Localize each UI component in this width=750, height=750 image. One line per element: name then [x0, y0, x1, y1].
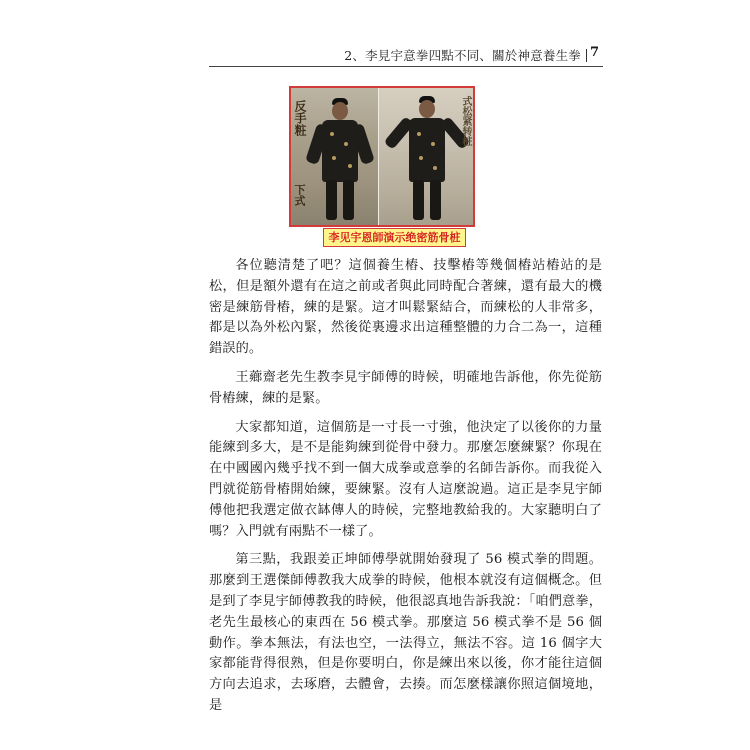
- paragraph: 第三點，我跟姜正坤師傅學就開始發現了 56 模式拳的問題。那麼到王選傑師傅教我大成拳的時候，他根本就沒有這個概念。但是到了李見宇師傅教我的時候，他很認真地告訴我說：「咱們意拳，老先生最核心的東西在 56 模式拳。那麼這 56 模式拳不是 56 個動作。拳本無法，有法也空，一法得立，無法不容。這 16 個字大家都能背得很熟，但是你要明白，你是練出來以後，你才能往這個方向去追求，去琢磨，去體會，去揍。而怎麼樣讓你照這個境地，是: [209, 552, 602, 713]
- calligraphy-left-top: 反手粧: [293, 100, 307, 136]
- paragraph: 大家都知道，這個筋是一寸長一寸強，他決定了以後你的力量能練到多大，是不是能夠練到從骨中發力。那麼怎麼練緊？你現在在中國國內幾乎找不到一個大成拳或意拳的名師告訴你。而我從入門就從筋骨樁開始練，要練緊。沒有人這麼說過。這正是李見宇師傅他把我選定做衣缽傳人的時候，完整地教給我的。大家聽明白了嗎？入門就有兩點不一樣了。: [209, 419, 602, 539]
- header-rule: [209, 66, 603, 67]
- running-header: [209, 40, 603, 64]
- figure-caption: 李见宇恩師演示绝密筋骨桩: [323, 228, 466, 247]
- photo-right-stance: [379, 88, 473, 225]
- photo-left-stance: [291, 88, 378, 225]
- paragraph: 王薌齋老先生教李見宇師傅的時候，明確地告訴他，你先從筋骨樁練，練的是緊。: [209, 369, 602, 406]
- paragraph: 各位聽清楚了吧？這個養生樁、技擊樁等幾個樁站樁站的是松，但是額外還有在這之前或者與此同時配合著練，還有最大的機密是練筋骨樁，練的是緊。這才叫鬆緊結合，而練松的人非常多，都是以為外松內緊，然後從裏邊求出這種整體的力合二為一，這種錯誤的。: [209, 258, 602, 357]
- photo-frame: [289, 86, 475, 227]
- body-text: [209, 256, 602, 725]
- chapter-title: 2、李見宇意拳四點不同、關於神意養生拳: [344, 48, 581, 63]
- page-number: 7: [589, 45, 599, 60]
- header-separator: [586, 49, 587, 62]
- calligraphy-right: 式松紧转桩: [460, 96, 471, 146]
- calligraphy-left-bottom: 下式: [293, 184, 306, 206]
